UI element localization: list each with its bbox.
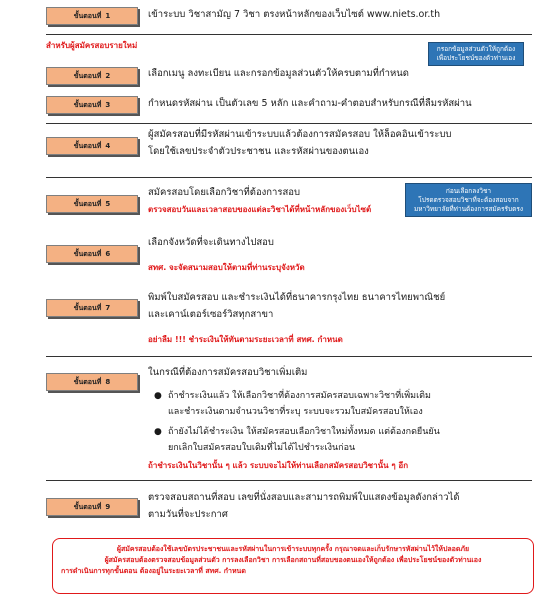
step-6-text: เลือกจังหวัดที่จะเดินทางไปสอบ xyxy=(148,237,274,248)
step-7-line-1: พิมพ์ใบสมัครสอบ และชำระเงินได้ที่ธนาคารกรุงไทย ธนาคารไทยพาณิชย์ xyxy=(148,292,446,303)
step-8-bullet-1b: และชำระเงินตามจำนวนวิชาที่ระบุ ระบบจะรวมใบสมัครสอบให้เอง xyxy=(168,407,423,417)
step-4-badge xyxy=(46,137,138,155)
footer-line: ผู้สมัครสอบต้องตรวจสอบข้อมูลส่วนตัว การลงเลือกวิชา การเลือกสถานที่สอบของตนเองให้ถูกต้อง เพื่อประโยชน์ของตัวท่านเอง xyxy=(104,556,482,564)
step-number: 9 xyxy=(105,503,111,511)
step-number: 6 xyxy=(105,250,111,258)
divider xyxy=(46,123,532,124)
note-line: มหาวิทยาลัยที่ท่านต้องการสมัครรับตรง xyxy=(413,204,524,213)
step-label: ขั้นตอนที่ xyxy=(73,101,102,109)
step-label: ขั้นตอนที่ xyxy=(73,72,102,80)
step-3-badge xyxy=(46,96,138,114)
step-9-line-1: ตรวจสอบสถานที่สอบ เลขที่นั่งสอบและสามารถพิมพ์ใบแสดงข้อมูลดังกล่าวได้ xyxy=(148,492,460,503)
step-8-bullet-2a: ถ้ายังไม่ได้ชำระเงิน ให้สมัครสอบเลือกวิชาใหม่ทั้งหมด แต่ต้องกดยืนยัน xyxy=(168,427,440,437)
step-number: 1 xyxy=(105,12,111,20)
step-6-warning: สทศ. จะจัดสนามสอบให้ตามที่ท่านระบุจังหวัด xyxy=(148,263,305,272)
step-label: ขั้นตอนที่ xyxy=(73,12,102,20)
step-9-badge xyxy=(46,498,138,516)
divider xyxy=(46,480,532,481)
step-number: 5 xyxy=(105,200,111,208)
step-8-line-1: ในกรณีที่ต้องการสมัครสอบวิชาเพิ่มเติม xyxy=(148,367,308,378)
new-applicant-heading: สำหรับผู้สมัครสอบรายใหม่ xyxy=(46,41,138,50)
footer-line: ผู้สมัครสอบต้องใช้เลขบัตรประชาชนและรหัสผ่านในการเข้าระบบทุกครั้ง กรุณาจดและเก็บรักษารหัสผ่านไว้ให้ปลอดภัย xyxy=(116,545,470,553)
divider xyxy=(46,356,532,357)
footer-warning-box xyxy=(52,538,534,594)
step-label: ขั้นตอนที่ xyxy=(73,142,102,150)
step-2-text: เลือกเมนู ลงทะเบียน และกรอกข้อมูลส่วนตัวให้ครบตามที่กำหนด xyxy=(148,68,409,79)
step-number: 4 xyxy=(105,142,111,150)
step-label: ขั้นตอนที่ xyxy=(73,503,102,511)
note-personal-info xyxy=(428,42,524,66)
step-7-warning: อย่าลืม !!! ชำระเงินให้ทันตามระยะเวลาที่ สทศ. กำหนด xyxy=(148,335,343,344)
step-number: 3 xyxy=(105,101,111,109)
step-9-line-2: ตามวันที่จะประกาศ xyxy=(148,509,228,520)
step-3-text: กำหนดรหัสผ่าน เป็นตัวเลข 5 หลัก และคำถาม-คำตอบสำหรับกรณีที่ลืมรหัสผ่าน xyxy=(148,98,472,109)
step-number: 2 xyxy=(105,72,111,80)
step-8-warning: ถ้าชำระเงินในวิชานั้น ๆ แล้ว ระบบจะไม่ให้ท่านเลือกสมัครสอบวิชานั้น ๆ อีก xyxy=(148,461,409,470)
note-line: โปรดตรวจสอบวิชาที่จะต้องสอบจาก xyxy=(418,195,519,204)
step-2-badge xyxy=(46,67,138,85)
step-8-badge xyxy=(46,373,138,391)
step-5-text: สมัครสอบโดยเลือกวิชาที่ต้องการสอบ xyxy=(148,187,301,198)
note-line: กรอกข้อมูลส่วนตัวให้ถูกต้อง xyxy=(436,45,516,53)
divider xyxy=(46,34,532,35)
step-4-line-2: โดยใช้เลขประจำตัวประชาชน และรหัสผ่านของตนเอง xyxy=(148,146,369,157)
note-check-subjects xyxy=(405,183,532,217)
note-line: ก่อนเลือกลงวิชา xyxy=(445,186,492,195)
step-8-bullet-2b: ยกเลิกใบสมัครสอบใบเดิมที่ไม่ได้ไปชำระเงินก่อน xyxy=(168,443,356,453)
step-label: ขั้นตอนที่ xyxy=(73,304,102,312)
step-label: ขั้นตอนที่ xyxy=(73,378,102,386)
step-8-bullet-1a: ถ้าชำระเงินแล้ว ให้เลือกวิชาที่ต้องการสมัครสอบเฉพาะวิชาที่เพิ่มเติม xyxy=(168,391,431,401)
note-line: เพื่อประโยชน์ของตัวท่านเอง xyxy=(436,54,516,62)
step-label: ขั้นตอนที่ xyxy=(73,250,102,258)
step-number: 8 xyxy=(105,378,111,386)
step-5-warning: ตรวจสอบวันและเวลาสอบของแต่ละวิชาได้ที่หน้าหลักของเว็บไซต์ xyxy=(148,205,372,214)
step-6-badge xyxy=(46,245,138,263)
step-label: ขั้นตอนที่ xyxy=(73,200,102,208)
divider xyxy=(46,177,532,178)
step-5-badge xyxy=(46,195,138,213)
step-7-badge xyxy=(46,299,138,317)
step-1-badge xyxy=(46,7,138,25)
step-4-line-1: ผู้สมัครสอบที่มีรหัสผ่านเข้าระบบแล้วต้องการสมัครสอบ ให้ล็อคอินเข้าระบบ xyxy=(148,129,452,140)
step-1-text: เข้าระบบ วิชาสามัญ 7 วิชา ตรงหน้าหลักของเว็บไซต์ www.niets.or.th xyxy=(148,9,441,20)
step-number: 7 xyxy=(105,304,111,312)
bullet-dot: ● xyxy=(154,391,162,401)
footer-line: การดำเนินการทุกขั้นตอน ต้องอยู่ในระยะเวลาที่ สทศ. กำหนด xyxy=(61,567,246,575)
bullet-dot: ● xyxy=(154,427,162,437)
step-7-line-2: และเคาน์เตอร์เซอร์วิสทุกสาขา xyxy=(148,309,274,320)
